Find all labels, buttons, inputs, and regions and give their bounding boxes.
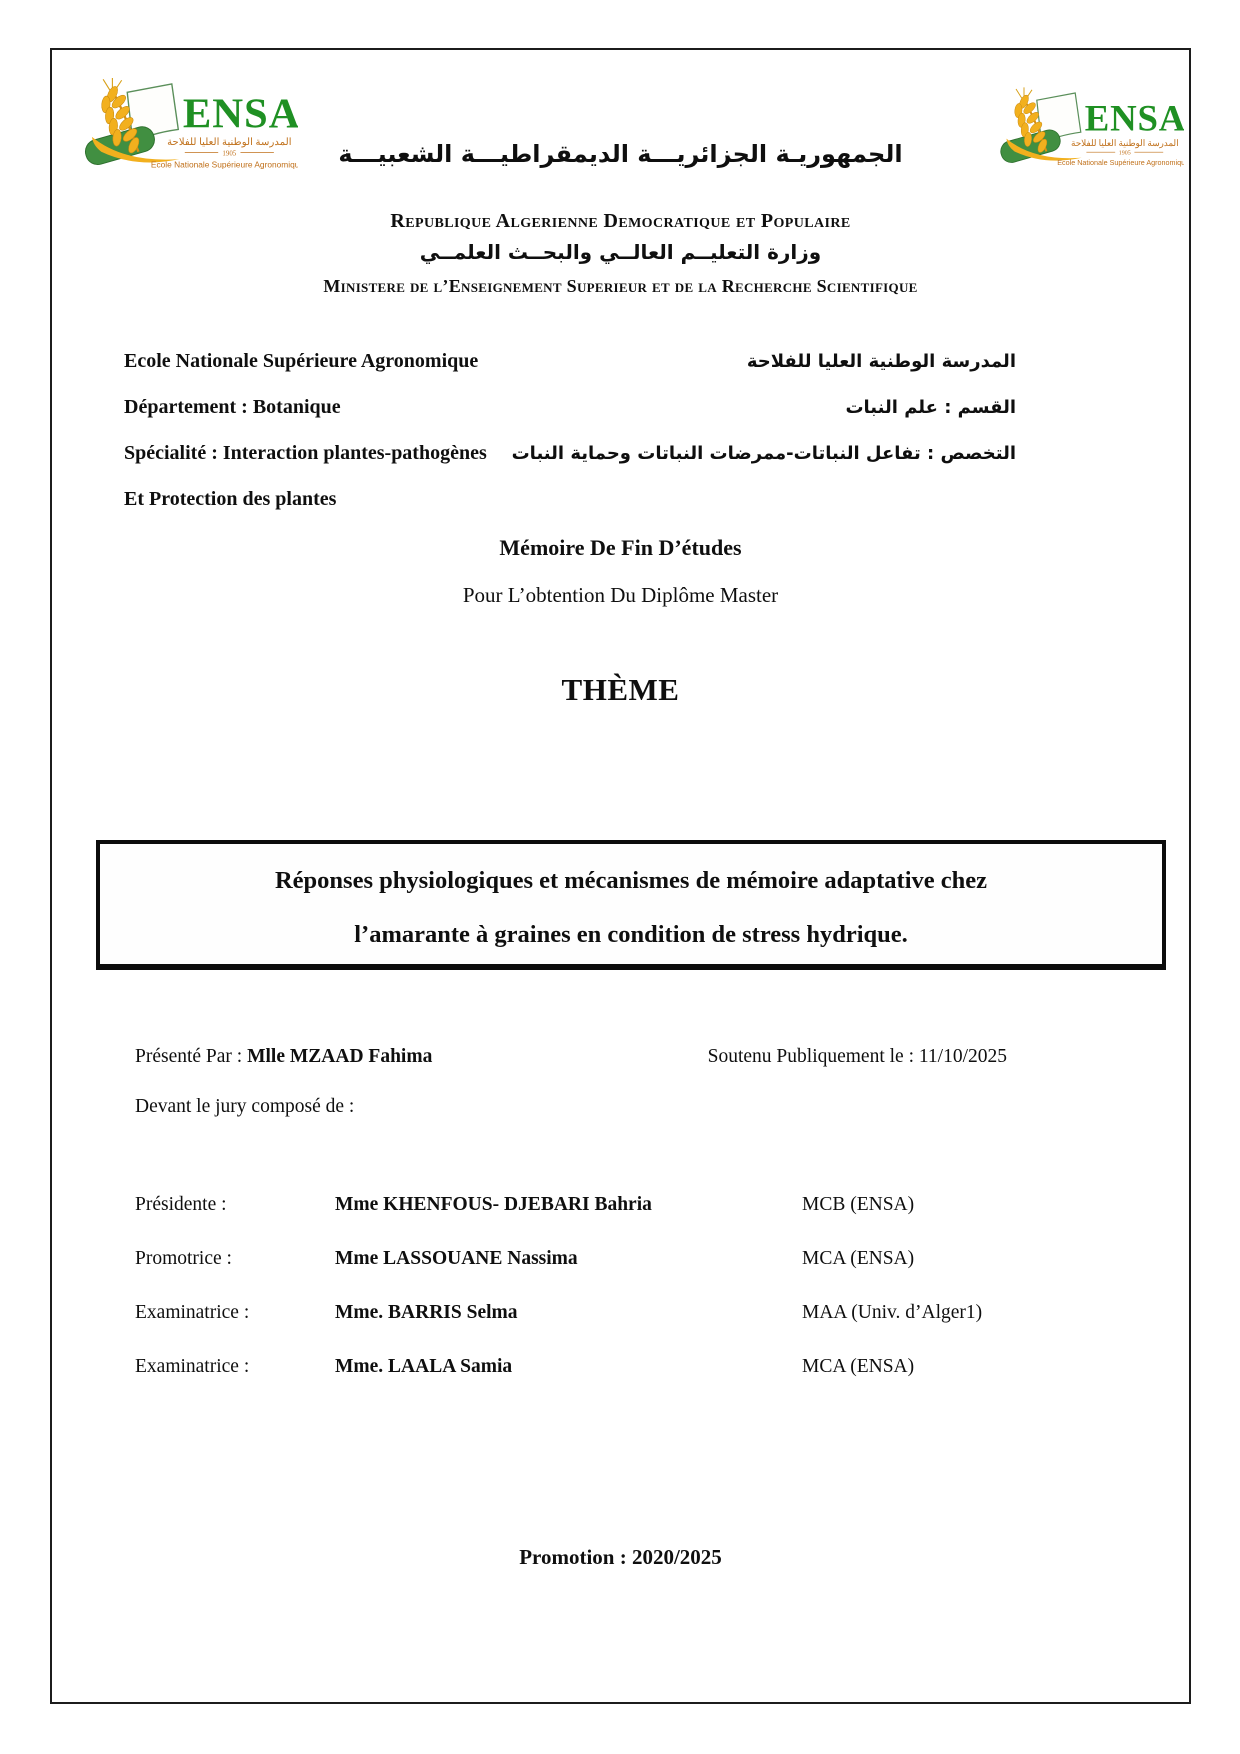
info-row-school: [124, 347, 1016, 376]
logo-acronym: ENSA: [1084, 97, 1184, 139]
thesis-title-box: [96, 840, 1166, 970]
ensa-logo-icon: [66, 78, 298, 192]
jury-name: Mme. LAALA Samia: [335, 1356, 513, 1377]
jury-row-examiner-2: [135, 1354, 1135, 1380]
jury-role: Présidente :: [135, 1194, 227, 1215]
jury-affiliation: MCB (ENSA): [802, 1194, 915, 1215]
page-border-frame: [50, 48, 1191, 1704]
jury-row-president: [135, 1192, 1135, 1218]
presented-by-name: Mlle MZAAD Fahima: [247, 1046, 433, 1067]
presented-by: [135, 1046, 432, 1068]
logo-arabic-name: المدرسة الوطنية العليا للفلاحة: [167, 137, 292, 149]
memoir-type-line: Mémoire De Fin D’études: [499, 535, 742, 560]
speciality-fr: Spécialité : Interaction plantes-pathogènes: [124, 442, 487, 464]
arabic-ministry-line: وزارة التعليــم العالــي والبحــث العلمــي: [419, 240, 822, 264]
jury-name: Mme KHENFOUS- DJEBARI Bahria: [335, 1194, 652, 1215]
presented-by-label: Présenté Par :: [135, 1046, 248, 1067]
jury-affiliation: MCA (ENSA): [802, 1248, 915, 1269]
info-row-speciality: [124, 439, 1016, 468]
presentation-row: [135, 1046, 1007, 1068]
jury-intro-line: Devant le jury composé de :: [135, 1096, 355, 1117]
memoir-purpose-line: Pour L’obtention Du Diplôme Master: [462, 583, 779, 607]
info-row-department: [124, 393, 1016, 422]
speciality-ar: التخصص : تفاعل النباتات-ممرضات النباتات وحماية النبات: [511, 443, 1016, 464]
department-ar: القسم : علم النبات: [845, 397, 1016, 418]
republic-line: Republique Algerienne Democratique et Populaire: [390, 210, 851, 232]
defense-label: Soutenu Publiquement le :: [707, 1046, 919, 1067]
jury-name: Mme. BARRIS Selma: [335, 1302, 518, 1323]
ensa-logo-icon: [984, 86, 1184, 188]
arabic-republic-line: الجمهوريـة الجزائريـــة الديمقراطيـــة الشعبيـــة: [338, 140, 903, 168]
jury-row-examiner-1: [135, 1300, 1135, 1326]
ensa-logo-left: [66, 78, 298, 192]
jury-affiliation: MCA (ENSA): [802, 1356, 915, 1377]
promotion-line: [52, 1545, 1189, 1570]
jury-role: Promotrice :: [135, 1248, 232, 1269]
logo-year: 1905: [1118, 150, 1131, 157]
jury-affiliation: MAA (Univ. d’Alger1): [802, 1302, 983, 1323]
jury-table: [135, 1192, 1135, 1408]
info-row-speciality-cont: [124, 485, 1016, 513]
jury-name: Mme LASSOUANE Nassima: [335, 1248, 578, 1269]
school-name-fr: Ecole Nationale Supérieure Agronomique: [124, 350, 479, 372]
promotion-value: 2020/2025: [631, 1545, 722, 1569]
logo-french-name: Ecole Nationale Supérieure Agronomique: [150, 159, 298, 170]
school-name-ar: المدرسة الوطنية العليا للفلاحة: [746, 351, 1016, 372]
speciality-continuation: Et Protection des plantes: [124, 488, 337, 510]
logo-year: 1905: [222, 149, 237, 158]
department-fr: Département : Botanique: [124, 396, 341, 418]
jury-role: Examinatrice :: [135, 1302, 250, 1323]
jury-row-promoter: [135, 1246, 1135, 1272]
logo-french-name: Ecole Nationale Supérieure Agronomique: [1057, 158, 1184, 167]
ensa-logo-right: [984, 86, 1184, 188]
promotion-label: Promotion :: [519, 1545, 632, 1569]
logo-arabic-name: المدرسة الوطنية العليا للفلاحة: [1071, 137, 1179, 148]
jury-role: Examinatrice :: [135, 1356, 250, 1377]
theme-label: THÈME: [561, 672, 680, 707]
defense-date-line: [708, 1046, 1007, 1068]
logo-acronym: ENSA: [182, 90, 298, 138]
school-info-block: [124, 347, 1016, 530]
ministry-line: Ministere de l’Enseignement Superieur et de la Recherche Scientifique: [323, 276, 918, 296]
thesis-title-line1: Réponses physiologiques et mécanismes de mémoire adaptative chez: [274, 867, 988, 894]
defense-date: 11/10/2025: [918, 1046, 1007, 1067]
thesis-title-line2: l’amarante à graines en condition de stress hydrique.: [354, 921, 908, 948]
